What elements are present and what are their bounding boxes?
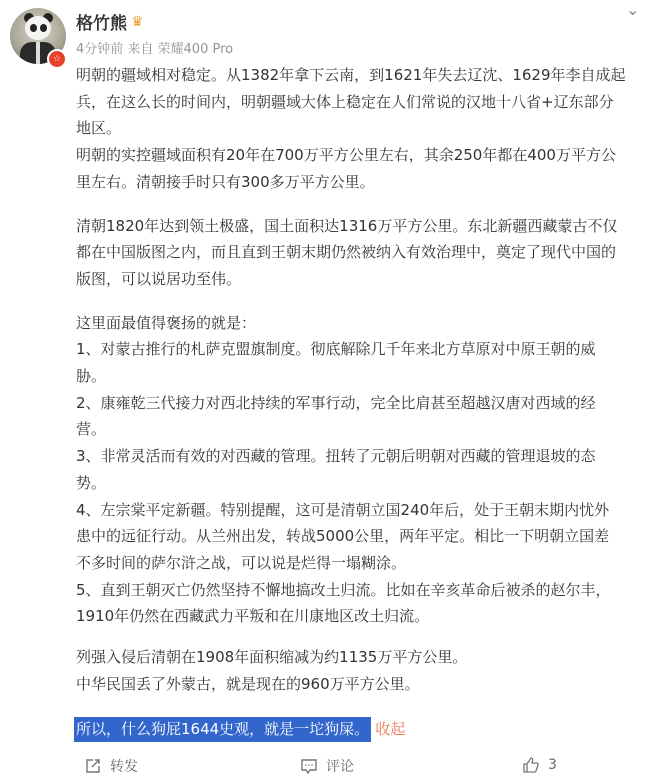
- text-line: 5、直到王朝灭亡仍然坚持不懈地搞改土归流。比如在辛亥革命后被杀的赵尔丰，: [76, 580, 611, 599]
- highlighted-text: 所以，什么狗屁1644史观，就是一坨狗屎。: [74, 717, 371, 742]
- panda-eye: [30, 24, 37, 32]
- panda-eye: [40, 24, 47, 32]
- paragraph: [76, 213, 646, 293]
- text-line: 患中的远征行动。从兰州出发，转战5000公里，两年平定。相比一下明朝立国差: [76, 527, 610, 546]
- paragraph: [76, 310, 646, 630]
- text-line: 地区。: [76, 119, 122, 138]
- crown-icon: ♛: [131, 13, 144, 30]
- text-line: 里左右。清朝接手时只有300多万平方公里。: [76, 172, 375, 191]
- text-line: 明朝的实控疆域面积有20年在700万平方公里左右，其余250年都在400万平方公: [76, 146, 616, 165]
- text-line: 列强入侵后清朝在1908年面积缩减为约1135万平方公里。: [76, 648, 468, 667]
- comment-button[interactable]: [300, 756, 354, 776]
- text-line: 不多时间的萨尔浒之战，可以说是烂得一塌糊涂。: [76, 553, 407, 572]
- post-content: [76, 62, 646, 742]
- text-line: 明朝的疆域相对稳定。从1382年拿下云南，到1621年失去辽沈、1629年李自成起: [76, 66, 626, 84]
- paragraph: [76, 644, 646, 697]
- text-line: 胁。: [76, 367, 107, 386]
- text-line: 1、对蒙古推行的札萨克盟旗制度。彻底解除几千年来北方草原对中原王朝的威: [76, 340, 596, 359]
- text-line: 1910年仍然在西藏武力平叛和在川康地区改土归流。: [76, 607, 430, 626]
- post-meta: 4分钟前 来自 荣耀400 Pro: [76, 42, 234, 57]
- repost-button[interactable]: [84, 756, 138, 776]
- text-line: 势。: [76, 473, 107, 492]
- repost-label: 转发: [110, 759, 138, 775]
- text-line: 中华民国丢了外蒙古，就是现在的960万平方公里。: [76, 674, 420, 693]
- text-line: 清朝1820年达到领土极盛，国土面积达1316万平方公里。东北新疆西藏蒙古不仅: [76, 216, 618, 235]
- highlight-row: [74, 717, 646, 742]
- collapse-link[interactable]: 收起: [375, 720, 406, 739]
- paragraph: [76, 62, 646, 196]
- like-button[interactable]: [522, 756, 557, 774]
- text-line: 4、左宗棠平定新疆。特别提醒，这可是清朝立国240年后，处于王朝末期内忧外: [76, 500, 610, 519]
- chevron-down-icon[interactable]: ⌄: [626, 0, 640, 19]
- thumbs-up-icon: [522, 756, 540, 774]
- comment-label: 评论: [326, 759, 354, 775]
- repost-icon: [84, 757, 102, 775]
- text-line: 2、康雍乾三代接力对西北持续的军事行动，完全比肩甚至超越汉唐对西域的经: [76, 393, 596, 412]
- text-line: 这里面最值得褒扬的就是：: [76, 313, 257, 332]
- verified-badge-icon: ☆: [47, 49, 67, 69]
- text-line: 兵，在这么长的时间内，明朝疆域大体上稳定在人们常说的汉地十八省+辽东部分: [76, 92, 614, 111]
- username[interactable]: 格竹熊: [76, 14, 127, 34]
- panda-tie: [36, 42, 40, 64]
- name-row: [76, 9, 144, 34]
- text-line: 都在中国版图之内，而且直到王朝末期仍然被纳入有效治理中，奠定了现代中国的: [76, 243, 617, 262]
- text-line: 3、非常灵活而有效的对西藏的管理。扭转了元朝后明朝对西藏的管理退坡的态: [76, 447, 596, 466]
- text-line: 版图，可以说居功至伟。: [76, 269, 242, 288]
- comment-icon: [300, 757, 318, 775]
- text-line: 营。: [76, 420, 107, 439]
- like-count: 3: [548, 757, 557, 773]
- panda-face: [25, 16, 51, 40]
